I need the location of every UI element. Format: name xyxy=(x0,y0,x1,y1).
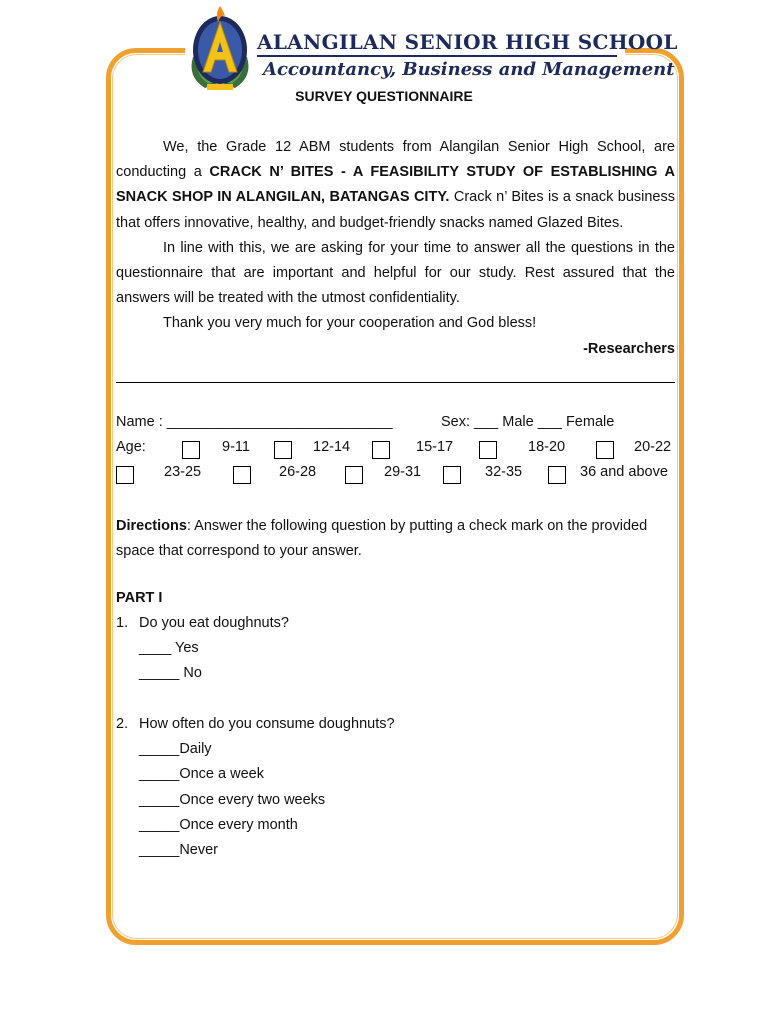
intro-letter xyxy=(116,135,675,362)
directions-label: Directions xyxy=(116,518,187,534)
intro-paragraph-3: Thank you very much for your cooperation and God bless! xyxy=(163,315,537,332)
age-option-label: 15-17 xyxy=(416,439,454,455)
name-field[interactable]: Name : ____________________________ xyxy=(116,414,393,430)
age-option-label: 20-22 xyxy=(634,439,672,455)
age-checkbox[interactable] xyxy=(443,466,461,484)
study-title: CRACK N’ BITES - A FEASIBILITY STUDY OF ESTABLISHING A SNACK SHOP IN ALANGILAN, BATANGAS CITY. xyxy=(116,164,675,206)
age-option-label: 12-14 xyxy=(313,439,351,455)
age-checkbox[interactable] xyxy=(182,441,200,459)
answer-option[interactable]: _____Once a week xyxy=(139,766,264,782)
age-label: Age: xyxy=(116,439,146,455)
age-option-label: 23-25 xyxy=(164,464,202,480)
age-checkbox[interactable] xyxy=(274,441,292,459)
sex-field[interactable]: Sex: ___ Male ___ Female xyxy=(441,414,615,430)
intro-text: We, the Grade 12 ABM students from Alangilan Senior High School, are conducting a xyxy=(116,139,675,181)
strand-name: Accountancy, Business and Management xyxy=(263,59,675,80)
age-checkbox[interactable] xyxy=(479,441,497,459)
header-rule xyxy=(257,55,617,57)
age-checkbox[interactable] xyxy=(116,466,134,484)
answer-option[interactable]: _____Daily xyxy=(139,741,212,757)
answer-option[interactable]: _____Once every month xyxy=(139,817,298,833)
school-logo-icon xyxy=(185,2,255,92)
directions-text: : Answer the following question by putting a check mark on the provided space that correspond to your answer. xyxy=(116,518,648,560)
divider xyxy=(116,382,675,383)
letterhead xyxy=(185,2,678,92)
age-option-label: 32-35 xyxy=(485,464,523,480)
signature: -Researchers xyxy=(583,340,675,357)
question-number: 2. xyxy=(116,716,129,732)
page-title: SURVEY QUESTIONNAIRE xyxy=(295,88,473,104)
answer-option[interactable]: ____ Yes xyxy=(139,640,199,656)
question-text: How often do you consume doughnuts? xyxy=(139,716,395,732)
answer-option[interactable]: _____ No xyxy=(139,665,202,681)
age-option-label: 36 and above xyxy=(580,464,668,480)
age-option-label: 26-28 xyxy=(279,464,317,480)
directions xyxy=(116,514,675,564)
age-option-label: 29-31 xyxy=(384,464,422,480)
age-checkbox[interactable] xyxy=(548,466,566,484)
age-checkbox[interactable] xyxy=(233,466,251,484)
answer-option[interactable]: _____Once every two weeks xyxy=(139,792,326,808)
intro-paragraph-2: In line with this, we are asking for your time to answer all the questions in the questionnaire that are important and helpful for our study. Rest assured that the answers will be treated with the utmost confidentiality. xyxy=(116,239,675,307)
age-checkbox[interactable] xyxy=(596,441,614,459)
age-option-label: 18-20 xyxy=(528,439,566,455)
age-checkbox[interactable] xyxy=(372,441,390,459)
age-checkbox[interactable] xyxy=(345,466,363,484)
question-text: Do you eat doughnuts? xyxy=(139,615,289,631)
answer-option[interactable]: _____Never xyxy=(139,842,218,858)
part-heading: PART I xyxy=(116,590,163,606)
intro-paragraph-1 xyxy=(116,135,675,236)
question-number: 1. xyxy=(116,615,129,631)
age-option-label: 9-11 xyxy=(222,439,250,455)
intro-text: Crack n’ Bites is a snack business that offers innovative, healthy, and budget-friendly snacks named Glazed Bites. xyxy=(116,189,675,231)
school-name: ALANGILAN SENIOR HIGH SCHOOL xyxy=(257,30,678,54)
